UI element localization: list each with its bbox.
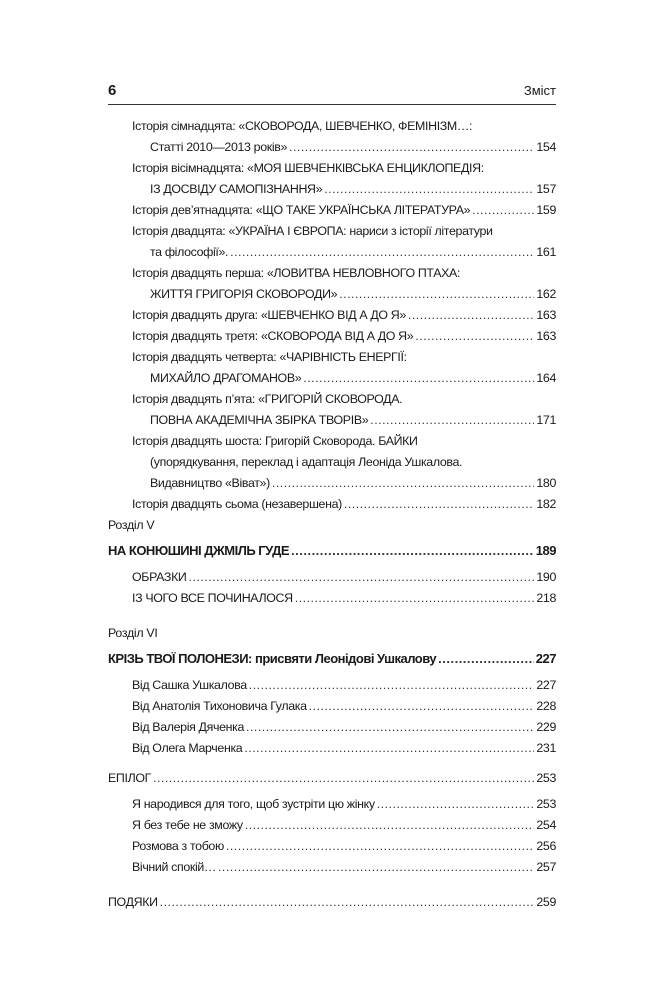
section-6-label: Розділ VI <box>108 626 158 640</box>
toc-entry-epilogue-item[interactable]: Я без тебе не зможу ..... 254 <box>132 815 556 835</box>
toc-entry-epilogue-item[interactable]: Вічний спокій… ..... 257 <box>132 857 556 877</box>
toc-entry-story-24[interactable]: Історія двадцять четверта: «ЧАРІВНІСТЬ ЕНЕРГІЇ: <box>132 350 407 364</box>
toc-entry-story-21-cont[interactable]: ЖИТТЯ ГРИГОРІЯ СКОВОРОДИ» ..... 162 <box>150 284 556 304</box>
toc-entry-story-18-cont[interactable]: ІЗ ДОСВІДУ САМОПІЗНАННЯ» ..... 157 <box>150 179 556 199</box>
toc-entry-story-19[interactable]: Історія дев’ятнадцята: «ЩО ТАКЕ УКРАЇНСЬКА ЛІТЕРАТУРА» ..... 159 <box>132 200 556 220</box>
toc-entry-story-26[interactable]: Історія двадцять шоста: Григорій Сковорода. БАЙКИ <box>132 434 418 448</box>
leader-dots <box>189 567 535 587</box>
toc-entry-section-6-item[interactable]: Від Анатолія Тихоновича Гулака ..... 228 <box>132 696 556 716</box>
page-ref: 171 <box>536 413 556 427</box>
toc-entry-section-5[interactable]: НА КОНЮШИНІ ДЖМІЛЬ ГУДЕ ..... 189 <box>108 541 556 561</box>
toc-entry-story-18[interactable]: Історія вісімнадцята: «МОЯ ШЕВЧЕНКІВСЬКА ЕНЦИКЛОПЕДІЯ: <box>132 161 484 175</box>
section-5-label: Розділ V <box>108 518 155 532</box>
leader-dots <box>218 857 534 877</box>
page-ref: 189 <box>535 543 556 558</box>
toc-entry-section-6[interactable]: КРІЗЬ ТВОЇ ПОЛОНЕЗИ: присвяти Леонідові Ушкалову ..... 227 <box>108 649 556 669</box>
leader-dots <box>153 768 534 788</box>
leader-dots <box>438 649 534 669</box>
header-rule <box>108 104 556 105</box>
toc-entry-section-6-item[interactable]: Від Олега Марченка ..... 231 <box>132 738 556 758</box>
toc-entry-story-25-cont[interactable]: ПОВНА АКАДЕМІЧНА ЗБІРКА ТВОРІВ» ..... 171 <box>150 410 556 430</box>
toc-entry-story-17-cont[interactable]: Статті 2010—2013 років» ..... 154 <box>150 137 556 157</box>
page-ref: 227 <box>536 678 556 692</box>
toc-entry-epilogue[interactable]: ЕПІЛОГ ..... 253 <box>108 768 556 788</box>
page-ref: 163 <box>536 308 556 322</box>
toc-entry-epilogue-item[interactable]: Розмова з тобою ..... 256 <box>132 836 556 856</box>
toc-entry-story-17[interactable]: Історія сімнадцята: «СКОВОРОДА, ШЕВЧЕНКО, ФЕМІНІЗМ…: <box>132 119 473 133</box>
page-ref: 231 <box>536 741 556 755</box>
leader-dots <box>246 717 534 737</box>
leader-dots <box>291 541 534 561</box>
toc-entry-story-21[interactable]: Історія двадцять перша: «ЛОВИТВА НЕВЛОВНОГО ПТАХА: <box>132 266 461 280</box>
page-ref: 157 <box>536 182 556 196</box>
leader-dots <box>230 242 534 262</box>
page-ref: 229 <box>536 720 556 734</box>
page-ref: 253 <box>536 771 556 785</box>
leader-dots <box>344 494 534 514</box>
page-ref: 257 <box>536 860 556 874</box>
leader-dots <box>272 473 535 493</box>
leader-dots <box>244 738 534 758</box>
toc-entry-story-24-cont[interactable]: МИХАЙЛО ДРАГОМАНОВ» ..... 164 <box>150 368 556 388</box>
toc-entry-story-23[interactable]: Історія двадцять третя: «СКОВОРОДА ВІД А ДО Я» ..... 163 <box>132 326 556 346</box>
page-ref: 256 <box>536 839 556 853</box>
toc-entry-story-20-cont[interactable]: та філософії». ..... 161 <box>150 242 556 262</box>
toc-entry-section-6-item[interactable]: Від Сашка Ушкалова ..... 227 <box>132 675 556 695</box>
toc-entry-story-20[interactable]: Історія двадцята: «УКРАЇНА І ЄВРОПА: нариси з історії літератури <box>132 224 493 238</box>
leader-dots <box>245 815 535 835</box>
page-ref: 254 <box>536 818 556 832</box>
toc-page <box>108 0 556 1000</box>
toc-entry-story-25[interactable]: Історія двадцять п’ята: «ГРИГОРІЙ СКОВОРОДА. <box>132 392 403 406</box>
toc-entry-story-26-cont2[interactable]: Видавництво «Віват») ..... 180 <box>150 473 556 493</box>
leader-dots <box>295 588 535 608</box>
page-ref: 163 <box>536 329 556 343</box>
leader-dots <box>289 137 534 157</box>
running-title: Зміст <box>523 83 556 98</box>
page-ref: 180 <box>536 476 556 490</box>
page-ref: 253 <box>536 797 556 811</box>
leader-dots <box>303 368 534 388</box>
leader-dots <box>160 892 535 912</box>
toc-entry-section-5-item[interactable]: ІЗ ЧОГО ВСЕ ПОЧИНАЛОСЯ ..... 218 <box>132 588 556 608</box>
page-ref: 190 <box>536 570 556 584</box>
page-ref: 161 <box>536 245 556 259</box>
page-ref: 227 <box>535 651 556 666</box>
page-ref: 154 <box>536 140 556 154</box>
toc-entry-story-22[interactable]: Історія двадцять друга: «ШЕВЧЕНКО ВІД А ДО Я» ..... 163 <box>132 305 556 325</box>
leader-dots <box>472 200 534 220</box>
leader-dots <box>415 326 534 346</box>
toc-entry-section-6-item[interactable]: Від Валерія Дяченка ..... 229 <box>132 717 556 737</box>
toc-entry-section-5-item[interactable]: ОБРАЗКИ ..... 190 <box>132 567 556 587</box>
page-ref: 164 <box>536 371 556 385</box>
page-number: 6 <box>108 82 117 99</box>
leader-dots <box>370 410 534 430</box>
leader-dots <box>339 284 534 304</box>
page-ref: 218 <box>536 591 556 605</box>
page-ref: 259 <box>536 895 556 909</box>
leader-dots <box>377 794 535 814</box>
page-ref: 159 <box>536 203 556 217</box>
leader-dots <box>309 696 535 716</box>
page-ref: 182 <box>536 497 556 511</box>
leader-dots <box>408 305 534 325</box>
leader-dots <box>226 836 534 856</box>
leader-dots <box>249 675 535 695</box>
toc-entry-epilogue-item[interactable]: Я народився для того, щоб зустріти цю жінку ..... 253 <box>132 794 556 814</box>
toc-entry-thanks[interactable]: ПОДЯКИ ..... 259 <box>108 892 556 912</box>
page-ref: 162 <box>536 287 556 301</box>
leader-dots <box>324 179 534 199</box>
toc-entry-story-27[interactable]: Історія двадцять сьома (незавершена) ..... 182 <box>132 494 556 514</box>
toc-entry-story-26-cont: (упорядкування, переклад і адаптація Леоніда Ушкалова. <box>150 455 463 469</box>
page-ref: 228 <box>536 699 556 713</box>
